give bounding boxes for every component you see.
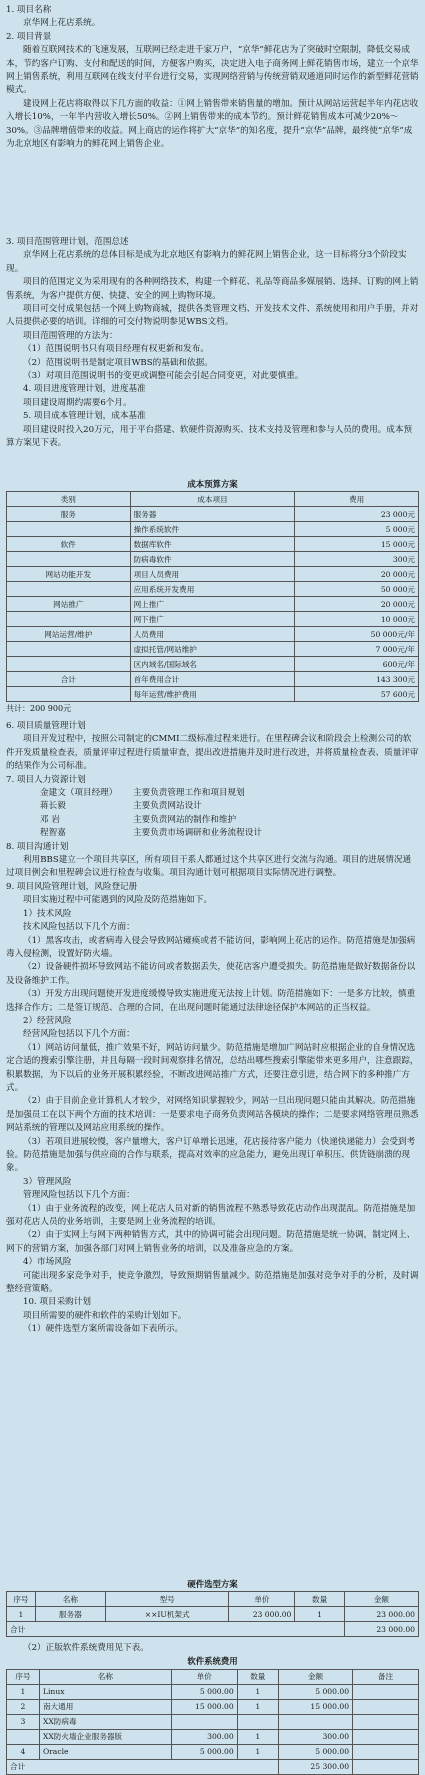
table-cell: 10 000元 bbox=[295, 612, 419, 627]
section-heading: 10. 项目采购计划 bbox=[23, 1297, 91, 1308]
paragraph: （1）硬件选型方案所需设备如下表所示。 bbox=[23, 1324, 184, 1335]
table-cell: 15 000.00 bbox=[171, 1699, 237, 1714]
table-total-row bbox=[7, 1759, 419, 1774]
paragraph: 技术风险包括以下几个方面： bbox=[23, 922, 135, 933]
table-cell: 首年费用合计 bbox=[130, 672, 295, 687]
table-cell: XX防病毒 bbox=[39, 1714, 171, 1729]
section-heading: 8. 项目沟通计划 bbox=[6, 841, 69, 852]
paragraph: 项目建设时投入20万元，用于平台搭建、软硬件资源购买、技术支持及管理和参与人员的费用。成本预算方案见下表。 bbox=[6, 424, 413, 449]
role-item bbox=[6, 787, 419, 800]
table-cell: 南大通用 bbox=[39, 1699, 171, 1714]
table-header: 单价 bbox=[229, 1592, 295, 1607]
table-header: 数量 bbox=[295, 1592, 344, 1607]
table-cell: 300元 bbox=[295, 552, 419, 567]
section-heading: 9. 项目风险管理计划，风险登记册 bbox=[6, 881, 138, 892]
list-item: （1）范围说明书只有项目经理有权更新和发布。 bbox=[23, 344, 209, 355]
table-header: 类别 bbox=[7, 492, 131, 507]
table-cell bbox=[7, 1729, 40, 1744]
role-item bbox=[6, 827, 419, 840]
section-project-name bbox=[6, 4, 419, 151]
paragraph: 管理风险包括以下几个方面： bbox=[23, 1190, 135, 1201]
table-cell: 服务器 bbox=[130, 507, 295, 522]
role-item bbox=[6, 800, 419, 813]
table-header: 金额 bbox=[278, 1669, 352, 1684]
table-cell bbox=[353, 1744, 419, 1759]
table-cell: 4 bbox=[7, 1744, 40, 1759]
paragraph: （3）若项目进展较慢，客户量增大，客户订单增长迅速，花店接待客户能力（快递快递能力）会受到考验。防范措施是加强与供应商的合作与联系，提高对效率的应急能力，避免出现订单积压、供货链崩溃的现象。 bbox=[6, 1136, 416, 1174]
section-heading: 6. 项目质量管理计划 bbox=[6, 721, 86, 731]
table-cell: 每年运营/维护费用 bbox=[130, 687, 295, 702]
role-name: 邓 岩 bbox=[40, 814, 60, 825]
paragraph: （2）正版软件系统费用见下表。 bbox=[23, 1643, 149, 1653]
paragraph: 建设网上花店将取得以下几方面的收益：①网上销售带来销售量的增加。预计从网站运营起半年内花店收入增长10%，一年半内营收入增长50%。②网上销售带来的成本节约。预计鲜花销售成本可减少20%～30%。③品牌增值带来的收益。网上商店的运作将扩大“京华”的知名度，提升“京华”品牌，最终使“京华”成为北京地区有影响力的鲜花网上销售企业。 bbox=[6, 98, 419, 150]
table-cell bbox=[278, 1714, 352, 1729]
paragraph: 项目实施过程中可能遇到的风险及防范措施如下。 bbox=[23, 895, 213, 906]
table-cell: 50 000元 bbox=[295, 582, 419, 597]
table-cell: 1 bbox=[237, 1744, 278, 1759]
table-cell bbox=[7, 642, 131, 657]
paragraph: （1）黑客攻击，或者病毒入侵会导致网站瘫痪或者不能访问，影响网上花店的运作。防范措施是加强病毒入侵检测，设置好防火墙。 bbox=[6, 935, 416, 959]
table-cell: 300.00 bbox=[171, 1729, 237, 1744]
section-heading: 3. 项目范围管理计划，范围总述 bbox=[6, 237, 129, 247]
table-cell: 7 000元/年 bbox=[295, 642, 419, 657]
table-row bbox=[7, 642, 419, 657]
table-cell: Linux bbox=[39, 1684, 171, 1699]
table-cell: 数据库软件 bbox=[130, 537, 295, 552]
table-cell bbox=[171, 1714, 237, 1729]
role-name: 程智嘉 bbox=[40, 828, 66, 839]
table-cell: 应用系统开发费用 bbox=[130, 582, 295, 597]
table-total-row bbox=[7, 1622, 419, 1637]
table-header: 成本项目 bbox=[130, 492, 295, 507]
paragraph: 项目范围管理的方法为： bbox=[23, 330, 118, 341]
table-cell bbox=[7, 657, 131, 672]
software-table-block bbox=[6, 1642, 419, 1775]
table-header: 型号 bbox=[105, 1592, 229, 1607]
subheading: 2）经营风险 bbox=[23, 1015, 72, 1026]
table-row bbox=[7, 1729, 419, 1744]
table-cell: 防病毒软件 bbox=[130, 552, 295, 567]
table-cell: 1 bbox=[237, 1699, 278, 1714]
table-cell: 服务器 bbox=[35, 1607, 105, 1622]
paragraph: （3）开发方出现问题使开发进度缓慢导致实施进度无法按上计划。防范措施如下：一是多方比较，慎重选择合作方；二是签订规范、合理的合同，在出现问题时能通过法律途径保护本网站的正当权益。 bbox=[6, 989, 416, 1013]
section-heading: 5. 项目成本管理计划，成本基准 bbox=[23, 411, 146, 422]
table-row bbox=[7, 687, 419, 702]
role-item bbox=[6, 814, 419, 827]
table-header: 金额 bbox=[344, 1592, 418, 1607]
role-name: 蒋长毅 bbox=[40, 801, 66, 812]
table-header: 备注 bbox=[353, 1669, 419, 1684]
table-cell: 57 600元 bbox=[295, 687, 419, 702]
paragraph: （1）网站访问量低，推广效果不好，网站访问量少。防范措施是增加广网站时应根据企业的自身情况选定合适的搜索引擎注册，并且每隔一段时间观察排名情况，总结出哪些搜索引擎能带来更多用户，注意跟踪，积累数据，为下以后的业务开展积累经验，不断改进网站推广方式，还要注意引进，结合网下的多种推广方式。 bbox=[6, 1042, 419, 1093]
hardware-table bbox=[6, 1591, 419, 1637]
table-row bbox=[7, 657, 419, 672]
table-cell: ××IU机架式 bbox=[105, 1607, 229, 1622]
paragraph: 项目所需要的硬件和软件的采购计划如下。 bbox=[23, 1310, 187, 1321]
role-list bbox=[6, 787, 419, 841]
paragraph: （1）由于业务流程的改变，网上花店人员对新的销售流程不熟悉导致花店动作出现混乱。防范措施是加强对花店人员的业务培训，主要是网上业务流程的培训。 bbox=[6, 1203, 416, 1228]
role-duty: 主要负责网站设计 bbox=[133, 801, 202, 812]
section-heading: 7. 项目人力资源计划 bbox=[6, 774, 86, 785]
table-row bbox=[7, 1714, 419, 1729]
table-row bbox=[7, 1684, 419, 1699]
table-cell: 3 bbox=[7, 1714, 40, 1729]
table-cell: 5 000.00 bbox=[171, 1744, 237, 1759]
table-title: 硬件选型方案 bbox=[187, 1579, 238, 1589]
table-cell bbox=[353, 1714, 419, 1729]
table-cell bbox=[7, 522, 131, 537]
section-heading: 2. 项目背景 bbox=[6, 31, 52, 42]
table-cell bbox=[7, 687, 131, 702]
table-cell: 1 bbox=[295, 1607, 344, 1622]
table-row bbox=[7, 1607, 419, 1622]
table-cell: 网站运营/维护 bbox=[7, 627, 131, 642]
table-row bbox=[7, 1699, 419, 1714]
table-cell: 网站推广 bbox=[7, 597, 131, 612]
table-cell: 1 bbox=[237, 1729, 278, 1744]
table-cell: 人员费用 bbox=[130, 627, 295, 642]
table-cell: 23 000元 bbox=[295, 507, 419, 522]
paragraph: （2）由于目前企业计算机人才较少，对网络知识掌握较少，网站一旦出现问题只能由其解决。防范措施是加强员工在以下两个方面的技术培训：一是要求电子商务负责网站各模块的操作；二是要求网络管理员熟悉网站系统的管理以及网站应用系统的操作。 bbox=[6, 1096, 419, 1134]
table-row bbox=[7, 537, 419, 552]
cost-table bbox=[6, 491, 419, 702]
section-scope bbox=[6, 236, 419, 451]
table-row bbox=[7, 612, 419, 627]
table-cell: 合计 bbox=[7, 1759, 279, 1774]
table-cell bbox=[7, 612, 131, 627]
table-row bbox=[7, 567, 419, 582]
role-duty: 主要负责网站的制作和维护 bbox=[133, 814, 237, 825]
table-header-row bbox=[7, 1592, 419, 1607]
paragraph: 京华网上花店系统的总体目标是成为北京地区有影响力的鲜花网上销售企业，这一目标将分3个阶段实现。 bbox=[6, 250, 407, 274]
table-row bbox=[7, 522, 419, 537]
table-cell: 20 000元 bbox=[295, 567, 419, 582]
table-cell: 服务 bbox=[7, 507, 131, 522]
cost-table-block bbox=[6, 478, 419, 716]
table-header-row bbox=[7, 1669, 419, 1684]
table-header: 单价 bbox=[171, 1669, 237, 1684]
table-cell: 23 000.00 bbox=[344, 1607, 418, 1622]
table-cell bbox=[353, 1759, 419, 1774]
paragraph: 项目开发过程中，按照公司制定的CMMI二级标准过程来进行。在里程碑会议和阶段会上检测公司的软件开发质量检查表，质量评审过程进行质量审查，提出改进措施并及时进行改进，并将质量检查表、质量评审的结果作为公司标准。 bbox=[6, 734, 419, 772]
table-header: 序号 bbox=[7, 1592, 36, 1607]
subheading: 1）技术风险 bbox=[23, 908, 72, 919]
table-cell: 网下推广 bbox=[130, 612, 295, 627]
paragraph: 项目可交付成果包括一个网上购物商城，提供各类管理文档、开发技术文件、系统使用和用户手册，并对人员提供必要的培训。详细的可交付物说明参见WBS文档。 bbox=[6, 304, 419, 328]
table-cell: 50 000元/年 bbox=[295, 627, 419, 642]
table-header: 数量 bbox=[237, 1669, 278, 1684]
paragraph: 项目建设周期约需要6个月。 bbox=[23, 397, 132, 408]
hardware-table-block bbox=[6, 1578, 419, 1637]
table-cell: 5 000.00 bbox=[278, 1684, 352, 1699]
table-row bbox=[7, 672, 419, 687]
table-header-row bbox=[7, 492, 419, 507]
table-header: 名称 bbox=[39, 1669, 171, 1684]
table-title: 成本预算方案 bbox=[187, 479, 238, 489]
table-cell: 25 300.00 bbox=[278, 1759, 352, 1774]
table-cell bbox=[7, 552, 131, 567]
paragraph: 京华网上花店系统。 bbox=[23, 18, 101, 29]
section-heading: 1. 项目名称 bbox=[6, 5, 52, 15]
table-cell: 操作系统软件 bbox=[130, 522, 295, 537]
table-header: 费用 bbox=[295, 492, 419, 507]
table-cell: 300.00 bbox=[278, 1729, 352, 1744]
table-cell: 软件 bbox=[7, 537, 131, 552]
table-cell: 15 000.00 bbox=[278, 1699, 352, 1714]
role-duty: 主要负责管理工作和项目规划 bbox=[133, 788, 245, 799]
table-cell: Oracle bbox=[39, 1744, 171, 1759]
section-quality bbox=[6, 720, 419, 1337]
table-cell: 15 000元 bbox=[295, 537, 419, 552]
table-cell: 5 000元 bbox=[295, 522, 419, 537]
cost-total: 共计：200 900元 bbox=[6, 704, 72, 714]
table-row bbox=[7, 552, 419, 567]
table-row bbox=[7, 582, 419, 597]
table-header: 序号 bbox=[7, 1669, 40, 1684]
table-cell: 项目人员费用 bbox=[130, 567, 295, 582]
table-cell: 600元/年 bbox=[295, 657, 419, 672]
table-cell: 1 bbox=[237, 1684, 278, 1699]
table-cell: 23 000.00 bbox=[229, 1607, 295, 1622]
paragraph: 随着互联网技术的飞速发展，互联网已经走进千家万户，“京华”鲜花店为了突破时空限制，降低交易成本，节约客户订购、支付和配送的时间，方便客户购买，决定进入电子商务网上鲜花销售市场，建立一个京华网上销售系统，利用互联网在线支付平台进行交易，实现网络营销与传统营销双通道同时运作的新型鲜花营销模式。 bbox=[6, 45, 419, 96]
table-cell bbox=[353, 1684, 419, 1699]
table-row bbox=[7, 507, 419, 522]
table-cell: 1 bbox=[7, 1607, 36, 1622]
paragraph: 经营风险包括以下几个方面： bbox=[23, 1029, 135, 1040]
paragraph: 项目的范围定义为采用现有的各种网络技术，构建一个鲜花、礼品等商品多媒展销、选择、订购的网上销售系统，为客户提供方便、快捷、安全的网上购物环境。 bbox=[6, 277, 419, 301]
table-cell: 网上推广 bbox=[130, 597, 295, 612]
table-cell: 5 000.00 bbox=[171, 1684, 237, 1699]
table-cell: 网站功能开发 bbox=[7, 567, 131, 582]
table-cell: 区内域名/国际域名 bbox=[130, 657, 295, 672]
table-header: 名称 bbox=[35, 1592, 105, 1607]
paragraph: （2）由于实网上与网下两种销售方式，其中的协调可能会出现问题。防范措施是统一协调，制定网上、网下的营销方案，加强各部门对网上销售业务的培训，以及准备应急的方案。 bbox=[6, 1230, 416, 1254]
role-name: 金建文（项目经理） bbox=[40, 788, 118, 799]
subheading: 3）管理风险 bbox=[23, 1176, 72, 1187]
table-cell: 20 000元 bbox=[295, 597, 419, 612]
table-cell: 23 000.00 bbox=[344, 1622, 418, 1637]
table-row bbox=[7, 627, 419, 642]
table-cell: 143 300元 bbox=[295, 672, 419, 687]
list-item: （2）范围说明书是制定项目WBS的基础和依据。 bbox=[23, 357, 213, 368]
table-cell bbox=[353, 1699, 419, 1714]
table-cell bbox=[7, 582, 131, 597]
table-cell: 虚拟托管/网站维护 bbox=[130, 642, 295, 657]
subheading: 4）市场风险 bbox=[23, 1257, 72, 1268]
table-cell: 2 bbox=[7, 1699, 40, 1714]
table-cell: XX防火墙企业服务器版 bbox=[39, 1729, 171, 1744]
paragraph: 利用BBS建立一个项目共享区，所有项目干系人都通过这个共享区进行交流与沟通。项目的进展情况通过项目例会和里程碑会议进行检查与收集。项目沟通计划可根据项目实际情况进行调整。 bbox=[6, 855, 412, 879]
section-heading: 4. 项目进度管理计划，进度基准 bbox=[23, 384, 146, 395]
table-cell: 合计 bbox=[7, 672, 131, 687]
table-cell bbox=[353, 1729, 419, 1744]
role-duty: 主要负责市场调研和业务流程设计 bbox=[133, 828, 262, 839]
table-row bbox=[7, 597, 419, 612]
table-cell bbox=[237, 1714, 278, 1729]
table-cell: 1 bbox=[7, 1684, 40, 1699]
table-title: 软件系统费用 bbox=[187, 1656, 238, 1667]
table-cell: 合计 bbox=[7, 1622, 345, 1637]
paragraph: 可能出现多家竞争对手，使竞争激烈，导致预期销售量减少。防范措施是加强对竞争对手的分析，及时调整经营策略。 bbox=[6, 1270, 419, 1295]
table-row bbox=[7, 1744, 419, 1759]
table-cell: 5 000.00 bbox=[278, 1744, 352, 1759]
list-item: （3）对项目范围说明书的变更或调整可能会引起合同变更，对此要慎重。 bbox=[23, 371, 304, 382]
paragraph: （2）设备硬件损坏导致网站不能访问或者数据丢失，使花店客户遭受损失。防范措施是做好数据备份以及设备维护工作。 bbox=[6, 962, 416, 986]
